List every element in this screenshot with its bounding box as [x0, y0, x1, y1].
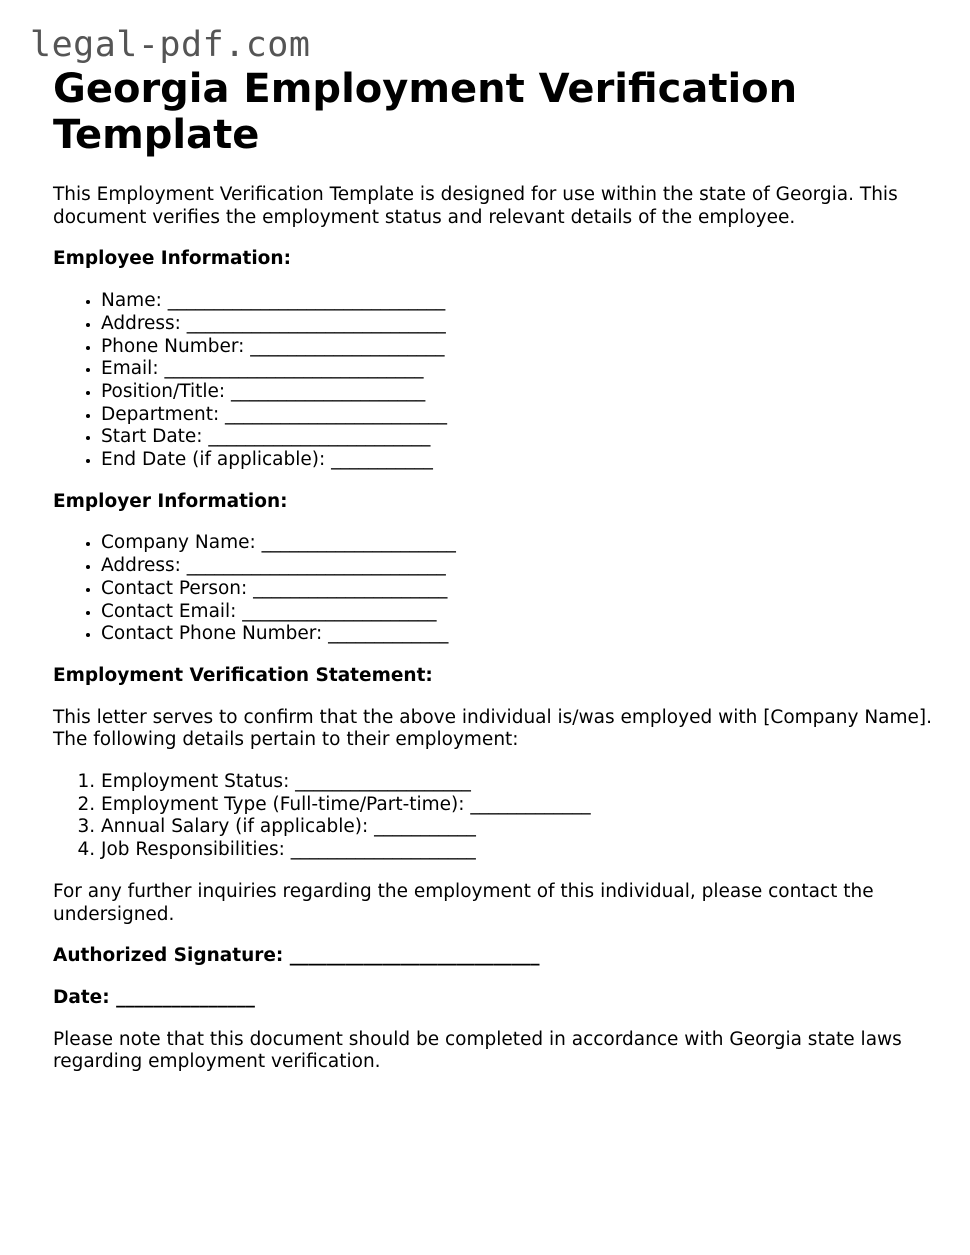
- page-title: Georgia Employment Verification Template: [53, 66, 798, 158]
- employer-heading: Employer Information:: [53, 490, 288, 512]
- employee-email-field[interactable]: • Email: ____________________________: [101, 358, 933, 381]
- employment-status-field[interactable]: 1. Employment Status: ___________________: [101, 771, 933, 794]
- note-paragraph: Please note that this document should be completed in accordance with Georgia state laws regarding employment verification.: [53, 1028, 902, 1073]
- annual-salary-field[interactable]: 3. Annual Salary (if applicable): ___________: [101, 816, 933, 839]
- statement-heading: Employment Verification Statement:: [53, 664, 433, 686]
- intro-paragraph: This Employment Verification Template is designed for use within the state of Georgia. This document verifies the employment status and relevant details of the employee.: [53, 184, 898, 228]
- employee-end-date-field[interactable]: • End Date (if applicable): ___________: [101, 449, 933, 472]
- employee-heading: Employee Information:: [53, 248, 291, 270]
- company-name-field[interactable]: • Company Name: _____________________: [101, 532, 933, 555]
- date-field[interactable]: Date: _______________: [53, 986, 255, 1008]
- employee-list: [53, 290, 933, 472]
- employee-phone-field[interactable]: • Phone Number: _____________________: [101, 336, 933, 359]
- employee-start-date-field[interactable]: • Start Date: ________________________: [101, 426, 933, 449]
- contact-phone-field[interactable]: • Contact Phone Number: _____________: [101, 623, 933, 646]
- employment-type-field[interactable]: 2. Employment Type (Full-time/Part-time): _____________: [101, 794, 933, 817]
- signature-field[interactable]: Authorized Signature: ___________________________: [53, 945, 540, 967]
- employee-name-field[interactable]: • Name: ______________________________: [101, 290, 933, 313]
- contact-person-field[interactable]: • Contact Person: _____________________: [101, 578, 933, 601]
- employee-department-field[interactable]: • Department: ________________________: [101, 404, 933, 427]
- inquiries-paragraph: For any further inquiries regarding the employment of this individual, please contact the undersigned.: [53, 880, 874, 925]
- employer-address-field[interactable]: • Address: ____________________________: [101, 555, 933, 578]
- employee-position-field[interactable]: • Position/Title: _____________________: [101, 381, 933, 404]
- statement-list: [53, 771, 933, 862]
- watermark: legal-pdf.com: [30, 25, 311, 65]
- contact-email-field[interactable]: • Contact Email: _____________________: [101, 601, 933, 624]
- document-body: [53, 66, 933, 1093]
- employer-list: [53, 532, 933, 646]
- employee-address-field[interactable]: • Address: ____________________________: [101, 313, 933, 336]
- job-responsibilities-field[interactable]: 4. Job Responsibilities: ____________________: [101, 839, 933, 862]
- statement-paragraph: This letter serves to confirm that the above individual is/was employed with [Company Name]. The following details pertain to their employment:: [53, 706, 932, 751]
